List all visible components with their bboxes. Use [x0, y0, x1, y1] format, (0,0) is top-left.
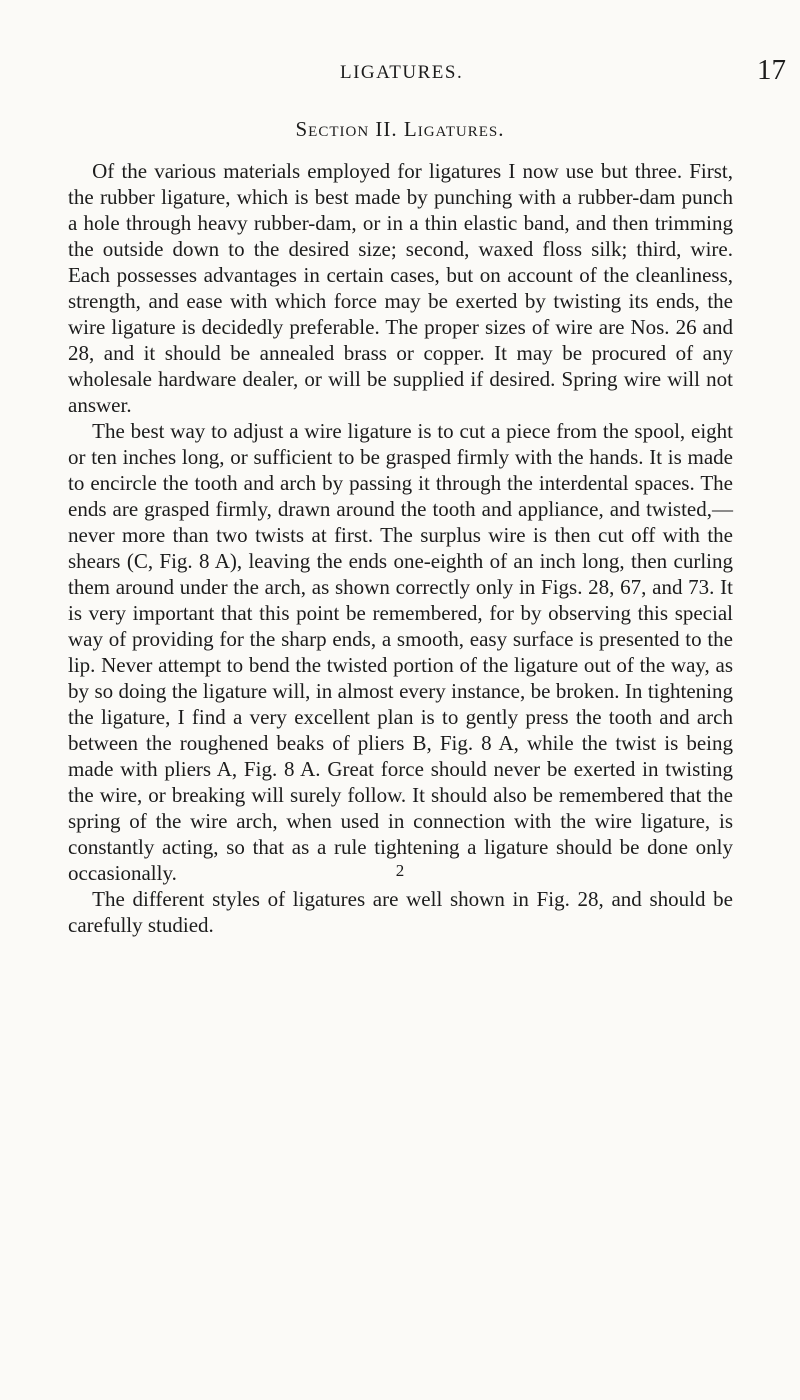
page-number: 17	[757, 54, 786, 86]
section-heading: Section II. Ligatures.	[295, 117, 505, 141]
body-text	[68, 158, 733, 938]
running-head	[90, 54, 800, 96]
running-title: LIGATURES.	[340, 62, 464, 83]
paragraph-materials: Of the various materials employed for ligatures I now use but three. First, the rubber ligature, which is best made by punching with a rubber-dam punch a hole through heavy rubber-dam, or in a thin elastic band, and then trimming the outside down to the desired size; second, waxed floss silk; third, wire. Each possesses advantages in certain cases, but on account of the cleanliness, strength, and ease with which force may be exerted by twisting its ends, the wire ligature is decidedly preferable. The proper sizes of wire are Nos. 26 and 28, and it should be annealed brass or copper. It may be procured of any wholesale hardware dealer, or will be supplied if desired. Spring wire will not answer.	[68, 159, 733, 417]
paragraph-ligature-styles: The different styles of ligatures are well shown in Fig. 28, and should be carefully studied.	[68, 887, 733, 937]
paragraph-adjusting-ligature: The best way to adjust a wire ligature is to cut a piece from the spool, eight or ten inches long, or sufficient to be grasped firmly with the hands. It is made to encircle the tooth and arch by passing it through the interdental spaces. The ends are grasped firmly, drawn around the tooth and appliance, and twisted,—never more than two twists at first. The surplus wire is then cut off with the shears (C, Fig. 8 A), leaving the ends one-eighth of an inch long, then curling them around under the arch, as shown correctly only in Figs. 28, 67, and 73. It is very important that this point be remembered, for by observing this special way of providing for the sharp ends, a smooth, easy surface is presented to the lip. Never attempt to bend the twisted portion of the ligature out of the way, as by so doing the ligature will, in almost every instance, be broken. In tightening the ligature, I find a very excellent plan is to gently press the tooth and arch between the roughened beaks of pliers B, Fig. 8 A, while the twist is being made with pliers A, Fig. 8 A. Great force should never be exerted in twisting the wire, or breaking will surely follow. It should also be remembered that the spring of the wire arch, when used in connection with the wire ligature, is constantly acting, so that as a rule tightening a ligature should be done only occasionally.	[68, 419, 733, 885]
signature-mark: 2	[395, 861, 405, 880]
